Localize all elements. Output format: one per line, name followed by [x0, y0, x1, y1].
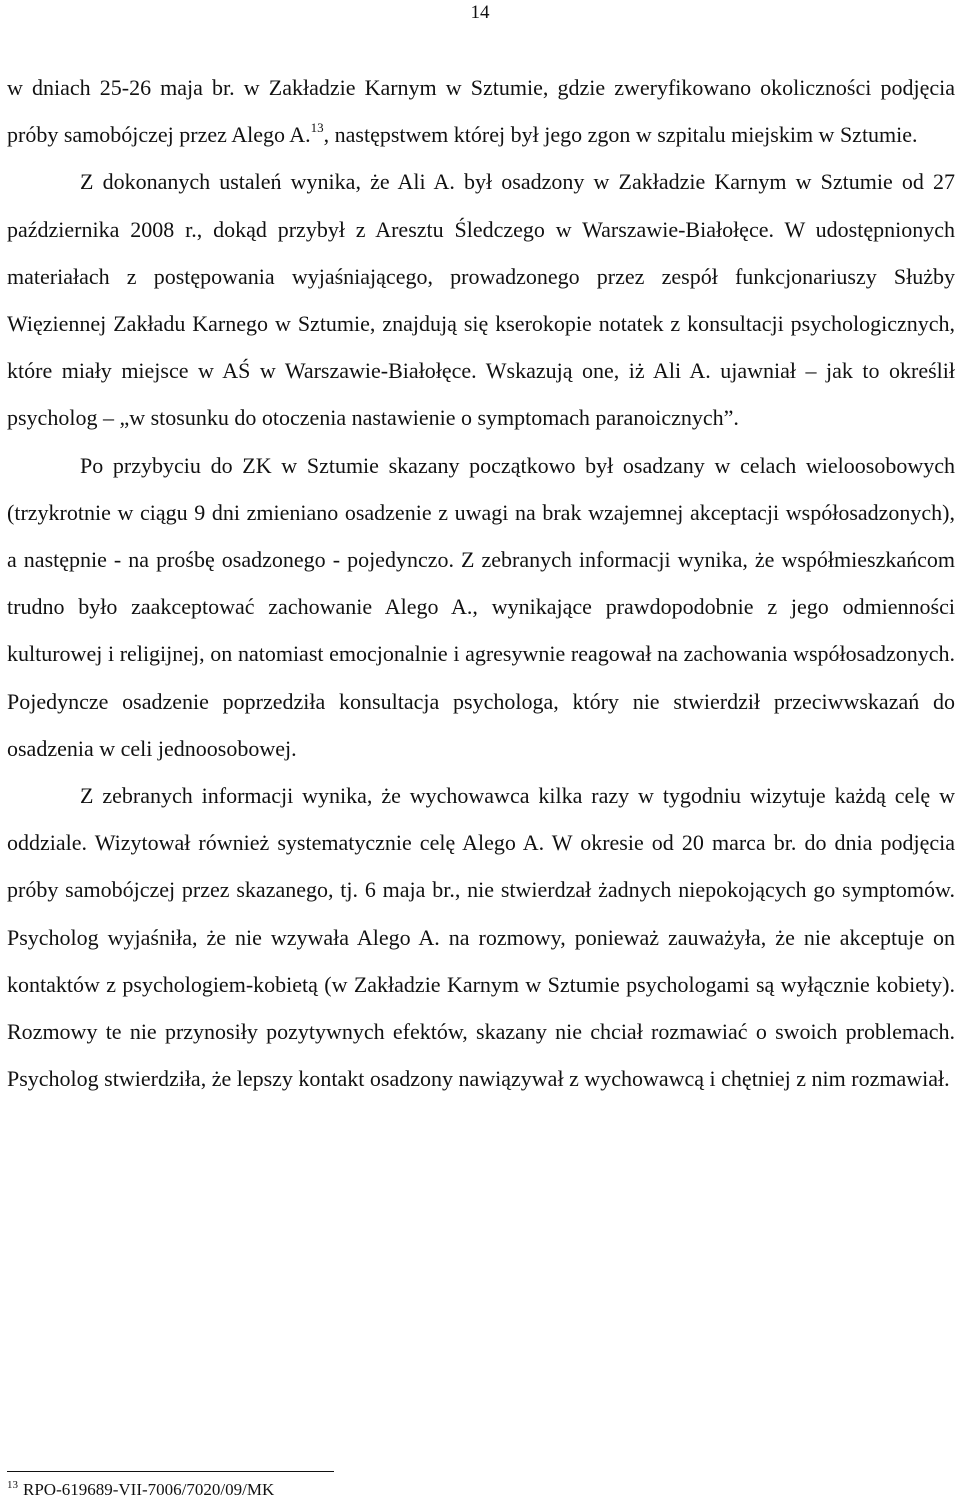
paragraph-4: Z zebranych informacji wynika, że wychowawca kilka razy w tygodniu wizytuje każdą celę w oddziale. Wizytował również systematycznie celę Alego A. W okresie od 20 marca br. do dnia podjęcia próby samobójczej przez skazanego, tj. 6 maja br., nie stwierdzał żadnych niepokojących go symptomów. Psycholog wyjaśniła, że nie wzywała Alego A. na rozmowy, ponieważ zauważyła, że nie akceptuje on kontaktów z psychologiem-kobietą (w Zakładzie Karnym w Sztumie psychologami są wyłącznie kobiety). Rozmowy te nie przynosiły pozytywnych efektów, skazany nie chciał rozmawiać o swoich problemach. Psycholog stwierdziła, że lepszy kontakt osadzony nawiązywał z wychowawcą i chętniej z nim rozmawiał. [7, 783, 955, 1092]
paragraph-2: Z dokonanych ustaleń wynika, że Ali A. był osadzony w Zakładzie Karnym w Sztumie od 27 października 2008 r., dokąd przybył z Aresztu Śledczego w Warszawie-Białołęce. W udostępnionych materiałach z postępowania wyjaśniającego, prowadzonego przez zespół funkcjonariuszy Służby Więziennej Zakładu Karnego w Sztumie, znajdują się kserokopie notatek z konsultacji psychologicznych, które miały miejsce w AŚ w Warszawie-Białołęce. Wskazują one, iż Ali A. ujawniał – jak to określił psycholog – „w stosunku do otoczenia nastawienie o symptomach paranoicznych”. [7, 169, 955, 431]
footnote-separator [7, 1471, 334, 1472]
footnote [7, 1480, 274, 1500]
footnote-reference: 13 [310, 120, 324, 136]
paragraph-1 [7, 64, 955, 158]
paragraph-3: Po przybyciu do ZK w Sztumie skazany początkowo był osadzany w celach wieloosobowych (trzykrotnie w ciągu 9 dni zmieniano osadzenie z uwagi na brak wzajemnej akceptacji współosadzonych), a następnie - na prośbę osadzonego - pojedynczo. Z zebranych informacji wynika, że współmieszkańcom trudno było zaakceptować zachowanie Alego A., wynikające prawdopodobnie z jego odmienności kulturowej i religijnej, on natomiast emocjonalnie i agresywnie reagował na zachowania współosadzonych. Pojedyncze osadzenie poprzedziła konsultacja psychologa, który nie stwierdził przeciwwskazań do osadzenia w celi jednoosobowej. [7, 452, 955, 761]
paragraph-1-text: w dniach 25-26 maja br. w Zakładzie Karnym w Sztumie, gdzie zweryfikowano okoliczności podjęcia próby samobójczej przez Alego A. [7, 75, 955, 148]
page-number: 14 [470, 2, 490, 23]
paragraph-1-continuation: , następstwem której był jego zgon w szpitalu miejskim w Sztumie. [323, 122, 918, 148]
footnote-text: RPO-619689-VII-7006/7020/09/MK [23, 1480, 275, 1499]
body-text [7, 64, 955, 1102]
footnote-number: 13 [7, 1479, 18, 1491]
